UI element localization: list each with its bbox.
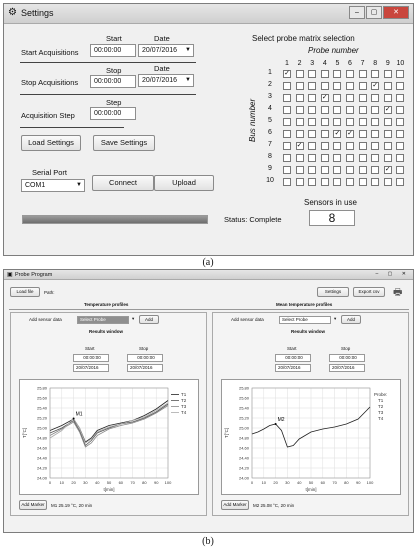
acquisition-step-label: Acquisition Step [21, 111, 75, 120]
probe-checkbox[interactable] [346, 106, 354, 114]
y-tick-label: 24,00 [238, 475, 249, 481]
probe-checkbox[interactable] [321, 70, 329, 78]
start-time-input[interactable]: 00:00:00 [275, 354, 311, 362]
serial-port-label: Serial Port [32, 168, 68, 177]
probe-checkbox[interactable] [346, 178, 354, 186]
y-tick-label: 25,40 [238, 405, 249, 411]
select-probe-dropdown[interactable]: Select Probe [77, 316, 129, 324]
path-label: Path: [44, 290, 55, 295]
probe-checkbox[interactable] [321, 178, 329, 186]
probe-checkbox[interactable] [384, 154, 392, 162]
probe-checkbox[interactable] [396, 70, 404, 78]
printer-icon[interactable]: 🖶 [393, 287, 403, 298]
legend-entry: T4 [181, 410, 187, 415]
probe-checkbox[interactable] [283, 94, 291, 102]
y-tick-label: 24,60 [36, 445, 47, 451]
probe-checkbox[interactable] [371, 106, 379, 114]
probe-checkbox[interactable] [283, 154, 291, 162]
stop-date-select[interactable]: 20/07/2016 [329, 364, 365, 372]
status-text: Status: Complete [224, 215, 282, 224]
probe-checkbox[interactable] [371, 130, 379, 138]
probe-checkbox[interactable]: ✓ [372, 82, 379, 89]
settings-window [3, 3, 414, 256]
probe-checkbox[interactable] [346, 142, 354, 150]
probe-checkbox[interactable] [333, 118, 341, 126]
probe-column-header: 3 [310, 60, 315, 67]
y-tick-label: 24,20 [238, 465, 249, 471]
probe-checkbox[interactable] [308, 70, 316, 78]
add-button[interactable]: Add [341, 315, 361, 324]
probe-checkbox[interactable] [308, 178, 316, 186]
x-axis-label: t[min] [103, 487, 115, 492]
start-date-select[interactable]: 20/07/2016 ▼ [138, 44, 194, 57]
probe-checkbox[interactable] [396, 130, 404, 138]
probe-checkbox[interactable] [296, 70, 304, 78]
x-tick-label: 50 [106, 480, 112, 485]
stop-label: Stop [341, 346, 351, 351]
minimize-button[interactable]: – [349, 6, 365, 19]
legend-entry: T4 [378, 416, 384, 421]
title-bar [4, 270, 413, 280]
probe-checkbox[interactable] [296, 94, 304, 102]
probe-checkbox[interactable] [296, 106, 304, 114]
divider [20, 94, 196, 95]
y-tick-label: 25,20 [238, 415, 249, 421]
stop-time-header: Stop [106, 66, 122, 75]
y-tick-label: 24,80 [36, 435, 47, 441]
title-bar [4, 4, 413, 24]
probe-checkbox[interactable] [371, 166, 379, 174]
x-tick-label: 0 [250, 480, 254, 485]
divider [20, 127, 124, 128]
bus-number-label: Bus number [248, 98, 257, 142]
probe-column-header: 5 [335, 60, 340, 67]
stop-date-select[interactable]: 20/07/2016 [127, 364, 163, 372]
probe-checkbox[interactable] [308, 154, 316, 162]
probe-checkbox[interactable] [359, 154, 367, 162]
add-marker-button[interactable]: Add Marker [19, 500, 47, 510]
right-panel [212, 312, 409, 516]
probe-checkbox[interactable] [333, 82, 341, 90]
probe-checkbox[interactable] [384, 70, 392, 78]
probe-checkbox[interactable] [384, 94, 392, 102]
x-tick-label: 60 [320, 480, 326, 485]
caption-b: (b) [202, 536, 214, 547]
divider [20, 62, 196, 63]
stop-label: Stop [139, 346, 149, 351]
probe-checkbox[interactable] [333, 142, 341, 150]
probe-checkbox[interactable] [359, 70, 367, 78]
probe-checkbox[interactable] [308, 82, 316, 90]
bus-row-header: 5 [268, 117, 272, 124]
probe-checkbox[interactable] [384, 82, 392, 90]
y-tick-label: 25,00 [238, 425, 249, 431]
probe-checkbox[interactable] [283, 106, 291, 114]
probe-checkbox[interactable] [346, 166, 354, 174]
legend-entry: T1 [181, 392, 187, 397]
probe-checkbox[interactable] [346, 154, 354, 162]
probe-checkbox[interactable] [283, 166, 291, 174]
probe-checkbox[interactable] [396, 142, 404, 150]
chevron-down-icon[interactable]: ▾ [132, 316, 135, 321]
x-tick-label: 100 [366, 480, 374, 485]
x-tick-label: 30 [83, 480, 88, 485]
probe-checkbox[interactable] [359, 94, 367, 102]
progress-fill [23, 216, 207, 223]
add-sensor-label: Add sensor data [29, 317, 62, 322]
probe-checkbox[interactable] [308, 94, 316, 102]
probe-checkbox[interactable] [333, 70, 341, 78]
probe-checkbox[interactable] [359, 82, 367, 90]
start-time-input[interactable]: 00:00:00 [90, 44, 136, 57]
window-controls-icon[interactable]: – ▢ ✕ [375, 271, 410, 277]
probe-checkbox[interactable] [296, 130, 304, 138]
y-tick-label: 25,40 [36, 405, 47, 411]
stop-time-input[interactable]: 00:00:00 [90, 75, 136, 88]
probe-checkbox[interactable] [308, 106, 316, 114]
probe-column-header: 2 [297, 60, 302, 67]
marker-label: M2 [277, 417, 285, 423]
marker-readout: M1 25.19 °C, 20 min [51, 503, 93, 508]
y-tick-label: 24,00 [36, 475, 47, 481]
legend-entry: T3 [181, 404, 187, 409]
probe-column-header: 10 [396, 60, 405, 67]
probe-checkbox[interactable] [359, 118, 367, 126]
start-time-header: Start [106, 34, 122, 43]
load-settings-button[interactable]: Load Settings [21, 135, 81, 151]
marker-label: M1 [75, 411, 83, 418]
probe-number-label: Probe number [308, 46, 359, 55]
bus-row-header: 9 [268, 165, 272, 172]
bus-row-header: 2 [268, 81, 272, 88]
probe-checkbox[interactable] [346, 70, 354, 78]
y-tick-label: 25,00 [36, 425, 47, 431]
probe-checkbox[interactable] [346, 82, 354, 90]
probe-checkbox[interactable] [396, 82, 404, 90]
step-header: Step [106, 98, 122, 107]
probe-checkbox[interactable] [396, 94, 404, 102]
probe-column-header: 4 [322, 60, 327, 67]
divider [9, 309, 409, 310]
x-tick-label: 100 [164, 480, 172, 485]
y-tick-label: 25,60 [36, 395, 47, 401]
probe-checkbox[interactable] [283, 178, 291, 186]
probe-checkbox[interactable] [296, 82, 304, 90]
connect-button[interactable]: Connect [92, 175, 154, 191]
y-tick-label: 25,80 [36, 385, 47, 391]
mean-temperature-profiles-title: Mean temperature profiles [276, 302, 333, 307]
probe-checkbox[interactable] [396, 154, 404, 162]
bus-row-header: 8 [268, 153, 272, 160]
start-label: Start [287, 346, 297, 351]
probe-checkbox[interactable] [333, 166, 341, 174]
x-axis-label: t[min] [305, 487, 317, 492]
probe-checkbox[interactable] [321, 106, 329, 114]
bus-row-header: 1 [268, 69, 272, 76]
add-button[interactable]: Add [139, 315, 159, 324]
probe-checkbox[interactable] [283, 118, 291, 126]
start-acquisitions-label: Start Acquisitions [21, 48, 79, 57]
settings-button[interactable]: Settings [317, 287, 349, 297]
x-tick-label: 10 [261, 480, 267, 485]
load-file-button[interactable]: Load file [10, 287, 40, 297]
y-tick-label: 24,40 [238, 455, 249, 461]
start-date-select[interactable]: 20/07/2016 [275, 364, 311, 372]
y-tick-label: 25,80 [238, 385, 249, 391]
temperature-chart [221, 379, 401, 495]
upload-button[interactable]: Upload [154, 175, 214, 191]
x-tick-label: 70 [130, 480, 135, 485]
probe-checkbox[interactable] [371, 118, 379, 126]
select-probe-dropdown[interactable]: Select Probe [279, 316, 331, 324]
probe-checkbox[interactable] [296, 154, 304, 162]
probe-checkbox[interactable] [321, 166, 329, 174]
probe-checkbox[interactable] [371, 154, 379, 162]
probe-checkbox[interactable] [333, 154, 341, 162]
probe-checkbox[interactable] [359, 178, 367, 186]
start-label: Start [85, 346, 95, 351]
probe-checkbox[interactable] [321, 82, 329, 90]
close-button[interactable]: ✕ [383, 6, 409, 19]
probe-column-header: 9 [385, 60, 390, 67]
probe-checkbox[interactable]: ✓ [384, 106, 391, 113]
probe-checkbox[interactable] [346, 94, 354, 102]
start-time-input[interactable]: 00:00:00 [73, 354, 109, 362]
legend-title: Probe: [374, 392, 388, 397]
export-csv-button[interactable]: Export csv [353, 287, 385, 297]
progress-bar [22, 215, 208, 224]
probe-checkbox[interactable] [359, 106, 367, 114]
probe-matrix-title: Select probe matrix selection [252, 34, 355, 43]
probe-checkbox[interactable]: ✓ [384, 166, 391, 173]
stop-date-header: Date [154, 64, 170, 73]
x-tick-label: 10 [59, 480, 65, 485]
chevron-down-icon[interactable]: ▾ [334, 316, 337, 321]
stop-time-input[interactable]: 00:00:00 [329, 354, 365, 362]
probe-checkbox[interactable] [396, 106, 404, 114]
x-tick-label: 20 [71, 480, 76, 485]
probe-checkbox[interactable] [308, 166, 316, 174]
probe-checkbox[interactable]: ✓ [334, 130, 341, 137]
probe-checkbox[interactable]: ✓ [347, 130, 353, 137]
x-tick-label: 30 [285, 480, 290, 485]
app-icon: ▣ [7, 272, 13, 278]
probe-program-window [3, 269, 414, 533]
y-tick-label: 24,80 [238, 435, 249, 441]
marker-point [73, 418, 75, 420]
probe-checkbox[interactable] [296, 118, 304, 126]
y-axis-label: T[°C] [224, 427, 229, 439]
probe-checkbox[interactable] [321, 130, 329, 138]
x-tick-label: 60 [118, 480, 124, 485]
bus-row-header: 3 [268, 93, 272, 100]
bus-row-header: 4 [268, 105, 272, 112]
probe-checkbox[interactable] [346, 118, 354, 126]
probe-checkbox[interactable] [333, 178, 341, 186]
probe-checkbox[interactable] [333, 106, 341, 114]
x-tick-label: 50 [308, 480, 314, 485]
probe-column-header: 1 [285, 60, 289, 67]
probe-checkbox[interactable] [384, 178, 392, 186]
probe-checkbox[interactable]: ✓ [296, 142, 303, 149]
temperature-chart [19, 379, 199, 495]
probe-checkbox[interactable] [371, 94, 379, 102]
serial-port-select[interactable]: COM1 ▼ [21, 179, 85, 192]
probe-checkbox[interactable] [321, 154, 329, 162]
sensors-in-use-label: Sensors in use [304, 198, 357, 207]
results-window-title: Results window [89, 329, 124, 334]
probe-checkbox[interactable] [296, 178, 304, 186]
y-axis-label: T[°C] [22, 427, 27, 439]
probe-checkbox[interactable] [371, 70, 379, 78]
probe-checkbox[interactable] [359, 130, 367, 138]
probe-checkbox[interactable] [359, 166, 367, 174]
probe-checkbox[interactable] [283, 82, 291, 90]
probe-checkbox[interactable] [384, 130, 392, 138]
marker-point [275, 423, 277, 425]
chart-svg [222, 380, 400, 494]
add-marker-button[interactable]: Add Marker [221, 500, 249, 510]
x-tick-label: 80 [142, 480, 147, 485]
x-tick-label: 90 [355, 480, 361, 485]
probe-checkbox[interactable] [296, 166, 304, 174]
stop-date-select[interactable]: 20/07/2016 ▼ [138, 74, 194, 87]
y-tick-label: 24,60 [238, 445, 249, 451]
probe-checkbox[interactable] [333, 94, 341, 102]
bus-row-header: 6 [268, 129, 272, 136]
probe-checkbox[interactable] [359, 142, 367, 150]
caption-a: (a) [202, 257, 214, 268]
probe-checkbox[interactable] [396, 166, 404, 174]
x-tick-label: 80 [344, 480, 349, 485]
probe-checkbox[interactable] [384, 118, 392, 126]
y-tick-label: 25,20 [36, 415, 47, 421]
probe-checkbox[interactable] [308, 142, 316, 150]
add-sensor-label: Add sensor data [231, 317, 264, 322]
x-tick-label: 40 [296, 480, 302, 485]
start-date-header: Date [154, 34, 170, 43]
y-tick-label: 24,20 [36, 465, 47, 471]
probe-checkbox[interactable] [321, 118, 329, 126]
legend-entry: T1 [378, 398, 384, 403]
marker-readout: M2 25.08 °C, 20 min [253, 503, 295, 508]
window-title: Settings [21, 8, 54, 18]
probe-checkbox[interactable] [308, 130, 316, 138]
x-tick-label: 70 [332, 480, 337, 485]
probe-checkbox[interactable] [283, 142, 291, 150]
maximize-button[interactable]: ▢ [366, 6, 382, 19]
step-time-input[interactable]: 00:00:00 [90, 107, 136, 120]
probe-column-header: 6 [348, 60, 352, 67]
probe-checkbox[interactable] [371, 178, 379, 186]
legend-entry: T2 [181, 398, 187, 403]
start-date-select[interactable]: 20/07/2016 [73, 364, 109, 372]
legend-entry: T3 [378, 410, 384, 415]
probe-column-header: 7 [360, 60, 365, 67]
probe-checkbox[interactable] [283, 130, 291, 138]
temperature-profiles-title: Temperature profiles [84, 302, 129, 307]
probe-checkbox[interactable] [371, 142, 379, 150]
probe-checkbox[interactable] [384, 142, 392, 150]
x-tick-label: 90 [153, 480, 159, 485]
left-panel [10, 312, 207, 516]
probe-checkbox[interactable]: ✓ [284, 70, 290, 77]
stop-time-input[interactable]: 00:00:00 [127, 354, 163, 362]
y-tick-label: 25,60 [238, 395, 249, 401]
chart-svg [20, 380, 198, 494]
probe-column-header: 8 [373, 60, 378, 67]
probe-checkbox[interactable] [308, 118, 316, 126]
x-tick-label: 0 [48, 480, 52, 485]
stop-acquisitions-label: Stop Acquisitions [21, 78, 79, 87]
sensors-in-use-value: 8 [309, 210, 355, 226]
probe-checkbox[interactable]: ✓ [321, 94, 328, 101]
probe-checkbox[interactable] [396, 118, 404, 126]
gear-icon: ⚙ [8, 7, 17, 18]
x-tick-label: 40 [94, 480, 100, 485]
results-window-title: Results window [291, 329, 326, 334]
probe-checkbox[interactable] [321, 142, 329, 150]
x-tick-label: 20 [273, 480, 278, 485]
save-settings-button[interactable]: Save Settings [93, 135, 155, 151]
legend-entry: T2 [378, 404, 384, 409]
window-title: Probe Program [15, 272, 53, 278]
y-tick-label: 24,40 [36, 455, 47, 461]
bus-row-header: 7 [268, 141, 272, 148]
bus-row-header: 10 [266, 177, 274, 184]
probe-checkbox[interactable] [396, 178, 404, 186]
